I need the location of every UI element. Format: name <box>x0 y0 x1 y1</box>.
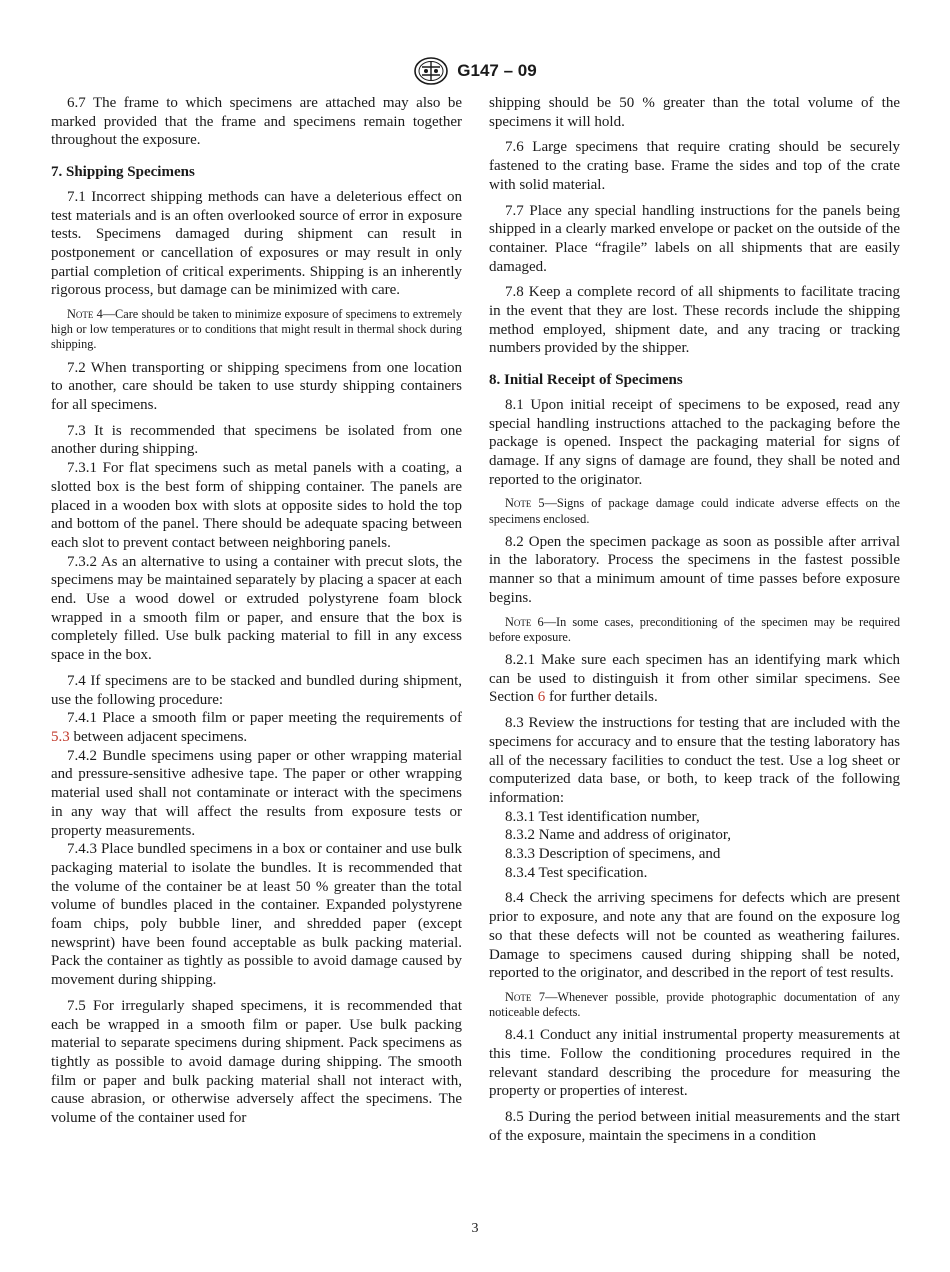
paragraph-8-2: 8.2 Open the specimen package as soon as possible after arrival in the laboratory. Process the specimens in the fastest possible manner so that a minimum amount of time passes before exposure begins. <box>489 533 900 606</box>
list-item-8-3-2: 8.3.2 Name and address of originator, <box>505 827 732 844</box>
note-text: —Signs of package damage could indicate adverse effects on the specimens enclosed. <box>489 496 900 526</box>
paragraph-7-3-2: 7.3.2 As an alternative to using a container with precut slots, the specimens may be maintained separately by placing a spacer at each end. Use a wood dowel or extruded polystyrene foam block wrapped in a smooth film or paper, and ensure that the box is completely filled. Use bulk packing material to fill in any excess space in the box. <box>51 553 462 664</box>
paragraph-7-5-continued: shipping should be 50 % greater than the total volume of the specimens it will hold. <box>489 95 900 130</box>
note-label: Note 5 <box>505 496 545 511</box>
paragraph-8-5: 8.5 During the period between initial measurements and the start of the exposure, maintain the specimens in a condition <box>489 1109 900 1144</box>
list-item-8-3-4: 8.3.4 Test specification. <box>505 864 648 881</box>
note-4 <box>51 307 462 353</box>
note-6 <box>489 615 900 645</box>
paragraph-7-3-1: 7.3.1 For flat specimens such as metal panels with a coating, a slotted box is the best form of shipping container. The panels are placed in a wooden box with slots at opposite sides to hold the top and bottom of the panel. There should be adequate spacing between each slot to prevent contact between neighboring panels. <box>51 460 462 551</box>
note-text: —Whenever possible, provide photographic documentation of any noticeable defects. <box>489 989 900 1020</box>
list-item-8-3-1: 8.3.1 Test identification number, <box>505 808 700 825</box>
document-id: G147 – 09 <box>457 61 537 80</box>
text: 8.2.1 Make sure each specimen has an identifying mark which can be used to distinguish it from other similar specimens. See Section <box>489 651 900 706</box>
paragraph-8-4-1: 8.4.1 Conduct any initial instrumental property measurements at this time. Follow the conditioning procedures required in the relevant standard describing the procedure for measuring the property or properties of interest. <box>489 1027 900 1100</box>
paragraph-7-3: 7.3 It is recommended that specimens be isolated from one another during shipping. <box>51 422 462 458</box>
paragraph-7-4-2: 7.4.2 Bundle specimens using paper or other wrapping material and pressure-sensitive adhesive tape. The paper or other wrapping material used shall not contaminate or interact with the specimens in any way that will affect the results from exposure tests or property measurements. <box>51 747 462 839</box>
paragraph-6-7: 6.7 The frame to which specimens are attached may also be marked provided that the frame and specimens remain together throughout the exposure. <box>51 95 462 149</box>
left-column <box>51 94 462 1128</box>
paragraph-7-4: 7.4 If specimens are to be stacked and bundled during shipment, use the following procedure: <box>51 672 462 708</box>
page-header <box>0 56 950 86</box>
section-heading-8: 8. Initial Receipt of Specimens <box>489 372 683 389</box>
astm-logo-icon <box>413 56 449 86</box>
paragraph-7-4-3: 7.4.3 Place bundled specimens in a box or container and use bulk packaging material to isolate the bundles. It is recommended that the volume of the container be at least 50 % greater than the total volume of bundles placed in the container. Expanded polystyrene foam chips, poly bubble liner, and shredded paper (except newsprint) have been found acceptable as bulk packing material. Pack the container as tightly as possible to avoid damage caused by movement during shipping. <box>51 841 462 989</box>
paragraph-8-1: 8.1 Upon initial receipt of specimens to be exposed, read any special handling instructions attached to the packaging before the package is opened. Inspect the packaging material for signs of damage. If any signs of damage are found, they shall be noted and reported to the originator. <box>489 396 900 488</box>
text: for further details. <box>545 689 658 706</box>
paragraph-7-8: 7.8 Keep a complete record of all shipments to facilitate tracing in the event that they are lost. These records include the shipping method employed, shipment date, and any tracing or tracking numbers provided by the shipper. <box>489 284 900 357</box>
page-number: 3 <box>471 1221 479 1236</box>
note-label: Note 6 <box>505 614 544 629</box>
paragraph-7-7: 7.7 Place any special handling instructions for the panels being shipped in a clearly marked envelope or packet on the outside of the container. Place “fragile” labels on all shipments that are easily damaged. <box>489 202 900 275</box>
section-link-5-3[interactable]: 5.3 <box>51 729 70 745</box>
text: between adjacent specimens. <box>69 729 248 745</box>
paragraph-7-6: 7.6 Large specimens that require crating should be securely fastened to the crating base. Frame the sides and top of the crate with solid material. <box>489 139 900 193</box>
note-7 <box>489 990 900 1020</box>
right-column <box>489 94 900 1146</box>
list-item-8-3-3: 8.3.3 Description of specimens, and <box>505 846 721 863</box>
note-text: —Care should be taken to minimize exposure of specimens to extremely high or low temperatures or to conditions that might result in thermal shock during shipping. <box>51 307 462 352</box>
paragraph-7-2: 7.2 When transporting or shipping specimens from one location to another, care should be taken to use sturdy shipping containers for all specimens. <box>51 359 462 414</box>
paragraph-8-3: 8.3 Review the instructions for testing that are included with the specimens for accuracy and to ensure that the testing laboratory has all of the necessary facilities to conduct the test. Use a log sheet or computerized data base, or both, to keep track of the following information: <box>489 715 900 806</box>
paragraph-8-2-1 <box>489 651 900 707</box>
paragraph-7-5: 7.5 For irregularly shaped specimens, it is recommended that each be wrapped in a smooth film or paper. Use bulk packing material to separate specimens during shipment. Pack specimens as tightly as possible to avoid damage during shipping. The smooth film or paper and bulk packing material shall not interact with, cause abrasion, or otherwise adversely affect the specimens. The volume of the container used for <box>51 997 462 1127</box>
text: 7.4.1 Place a smooth film or paper meeting the requirements of <box>67 710 462 727</box>
paragraph-7-1: 7.1 Incorrect shipping methods can have a deleterious effect on test materials and is an often overlooked source of error in exposure tests. Specimens damaged during shipment can result in postponement or cancellation of exposures or may result in only partial completion of critical experiments. Shipping is an inherently rigorous process, but damage can be minimized with care. <box>51 188 462 299</box>
note-5 <box>489 496 900 526</box>
paragraph-7-4-1 <box>51 709 462 746</box>
section-link-6[interactable]: 6 <box>537 689 546 706</box>
paragraph-8-4: 8.4 Check the arriving specimens for defects which are present prior to exposure, and note any that are found on the exposure log so that these defects will not be counted as weathering failures. Damage to specimens caused during shipping shall be noted, reported to the originator, and described in the report of test results. <box>489 890 900 982</box>
section-heading-7: 7. Shipping Specimens <box>51 164 195 181</box>
note-label: Note 4 <box>67 307 103 322</box>
note-label: Note 7 <box>505 989 546 1004</box>
note-text: —In some cases, preconditioning of the specimen may be required before exposure. <box>489 614 900 644</box>
